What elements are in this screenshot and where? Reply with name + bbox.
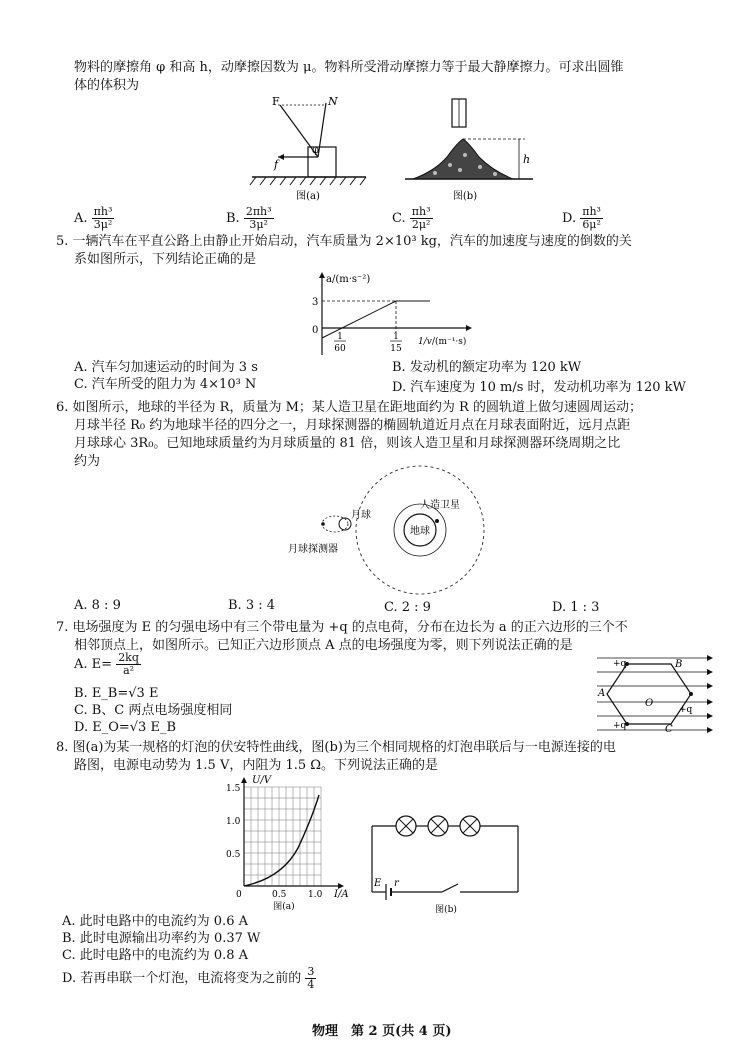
q7-fig-A: A bbox=[598, 688, 606, 699]
q5-option-d[interactable]: D. 汽车速度为 10 m/s 时，发动机功率为 120 kW bbox=[392, 380, 686, 395]
q8-circuit-E: E bbox=[374, 878, 382, 889]
q5-graph-xlabel: /(m⁻¹·s) bbox=[432, 337, 467, 347]
q7-line2: 相邻顶点上，如图所示。已知正六边形顶点 A 点的电场强度为零，则下列说法正确的是 bbox=[74, 638, 573, 653]
q8-figure-b bbox=[366, 812, 526, 917]
q4-fig-b-h: h bbox=[523, 153, 531, 166]
page-footer: 物理 第 2 页(共 4 页) bbox=[312, 1024, 452, 1039]
q4-fig-b-caption: 图(b) bbox=[452, 191, 478, 202]
q4-option-d[interactable]: D. $\frac{\text{πh³}}{\text{6μ²}}$ bbox=[562, 205, 601, 231]
q6-fig-probe: 月球探测器 bbox=[288, 544, 338, 555]
q5-graph-origin: 0 bbox=[312, 325, 319, 336]
q8-option-b[interactable]: B. 此时电源输出功率约为 0.37 W bbox=[62, 931, 261, 946]
q6-line3: 月球球心 3R₀。已知地球质量约为月球质量的 81 倍，则该人造卫星和月球探测器环绕周期之比 bbox=[74, 436, 621, 451]
q6-line1: 6. 如图所示，地球的半径为 R，质量为 M；某人造卫星在距地面约为 R 的圆轨道上做匀速圆周运动； bbox=[56, 400, 642, 415]
q8-graph-y15: 1.5 bbox=[226, 784, 241, 794]
q7-option-c[interactable]: C. B、C 两点电场强度相同 bbox=[74, 703, 233, 718]
q5-graph-x1d: 60 bbox=[334, 344, 346, 354]
q7-option-a[interactable]: A. E= $\frac{2kq}{\text{a²}}$ bbox=[74, 651, 139, 677]
q4-figure-a bbox=[248, 95, 368, 205]
q7-fig-q3: +q bbox=[613, 721, 627, 731]
q8-graph-y05: 0.5 bbox=[226, 850, 241, 860]
q8-graph-caption: 图(a) bbox=[273, 902, 295, 912]
q6-fig-satellite: 人造卫星 bbox=[420, 500, 460, 511]
q7-fig-C: C bbox=[665, 724, 673, 735]
q4-fig-a-phi: φ bbox=[312, 145, 320, 156]
q6-fig-moon: 月球 bbox=[351, 510, 371, 521]
q6-fig-earth: 地球 bbox=[410, 526, 430, 537]
q4-fig-a-f: f bbox=[274, 158, 279, 171]
q6-option-d[interactable]: D. 1 : 3 bbox=[552, 600, 600, 615]
q4-fig-a-N: N bbox=[328, 95, 338, 108]
q8-graph-y10: 1.0 bbox=[226, 817, 241, 827]
q4-intro-line1: 物料的摩擦角 φ 和高 h，动摩擦因数为 μ。物料所受滑动摩擦力等于最大静摩擦力。可求出圆锥 bbox=[74, 60, 624, 75]
q8-circuit-r: r bbox=[394, 878, 399, 889]
q4-option-c[interactable]: C. $\frac{\text{πh³}}{\text{2μ²}}$ bbox=[392, 205, 431, 231]
q5-option-c[interactable]: C. 汽车所受的阻力为 4×10³ N bbox=[74, 377, 257, 392]
q8-option-a[interactable]: A. 此时电路中的电流约为 0.6 A bbox=[62, 914, 248, 929]
q8-line2: 路图，电源电动势为 1.5 V，内阻为 1.5 Ω。下列说法正确的是 bbox=[74, 758, 439, 773]
q7-figure bbox=[595, 650, 717, 736]
q5-graph-x2d: 15 bbox=[390, 344, 402, 354]
q8-graph-xlabel: I/A bbox=[334, 889, 349, 900]
q8-graph-x10: 1.0 bbox=[308, 890, 323, 900]
q5-option-b[interactable]: B. 发动机的额定功率为 120 kW bbox=[392, 360, 582, 375]
q6-option-b[interactable]: B. 3 : 4 bbox=[228, 598, 276, 613]
q5-graph-ylabel: a/(m·s⁻²) bbox=[326, 274, 371, 285]
q4-fig-a-caption: 图(a) bbox=[296, 191, 320, 202]
q6-line2: 月球半径 R₀ 约为地球半径的四分之一，月球探测器的椭圆轨道近月点在月球表面附近，远月点距 bbox=[74, 418, 631, 433]
q7-fig-B: B bbox=[675, 659, 683, 670]
q7-option-b[interactable]: B. E_B=√3 E bbox=[74, 686, 159, 701]
q8-option-c[interactable]: C. 此时电路中的电流约为 0.8 A bbox=[62, 948, 249, 963]
q8-circuit-caption: 图(b) bbox=[435, 905, 457, 915]
q5-line2: 系如图所示，下列结论正确的是 bbox=[74, 252, 257, 267]
q6-option-a[interactable]: A. 8 : 9 bbox=[74, 598, 121, 613]
q5-graph-xvar: 1/v bbox=[418, 337, 432, 347]
q7-fig-q1: +q bbox=[613, 659, 627, 669]
q6-figure bbox=[288, 466, 500, 600]
q8-line1: 8. 图(a)为某一规格的灯泡的伏安特性曲线，图(b)为三个相同规格的灯泡串联后与一电源连接的电 bbox=[56, 740, 616, 755]
q7-option-d[interactable]: D. E_O=√3 E_B bbox=[74, 720, 176, 735]
q7-fig-O: O bbox=[645, 698, 654, 709]
q5-graph-x2n: 1 bbox=[393, 332, 399, 342]
q6-option-c[interactable]: C. 2 : 9 bbox=[384, 600, 431, 615]
q5-graph-x1n: 1 bbox=[337, 332, 343, 342]
q6-line4: 约为 bbox=[74, 454, 101, 469]
q8-graph-x0: 0 bbox=[236, 890, 242, 900]
q5-option-a[interactable]: A. 汽车匀加速运动的时间为 3 s bbox=[74, 360, 258, 375]
q7-fig-q2: +q bbox=[679, 705, 693, 715]
q8-graph-x05: 0.5 bbox=[272, 890, 287, 900]
q8-option-d[interactable]: D. 若再串联一个灯泡，电流将变为之前的 $\frac{3}{4}$ bbox=[62, 965, 315, 991]
q5-line1: 5. 一辆汽车在平直公路上由静止开始启动，汽车质量为 2×10³ kg，汽车的加速度与速度的倒数的关 bbox=[56, 234, 632, 249]
q7-line1: 7. 电场强度为 E 的匀强电场中有三个带电量为 +q 的点电荷，分布在边长为 a 的正六边形的三个不 bbox=[56, 620, 628, 635]
q5-graph-y3: 3 bbox=[312, 297, 319, 308]
q8-graph-ylabel: U/V bbox=[252, 775, 272, 786]
q4-figure-b bbox=[405, 95, 545, 205]
q8-figure-a bbox=[222, 773, 362, 913]
q5-graph bbox=[300, 270, 490, 365]
q4-fig-a-F: F bbox=[272, 95, 280, 108]
q4-option-b[interactable]: B. $\frac{\text{2πh³}}{\text{3μ²}}$ bbox=[226, 205, 272, 231]
q4-intro-line2: 体的体积为 bbox=[74, 78, 140, 93]
q4-option-a[interactable]: A. $\frac{\text{πh³}}{\text{3μ²}}$ bbox=[74, 205, 113, 231]
